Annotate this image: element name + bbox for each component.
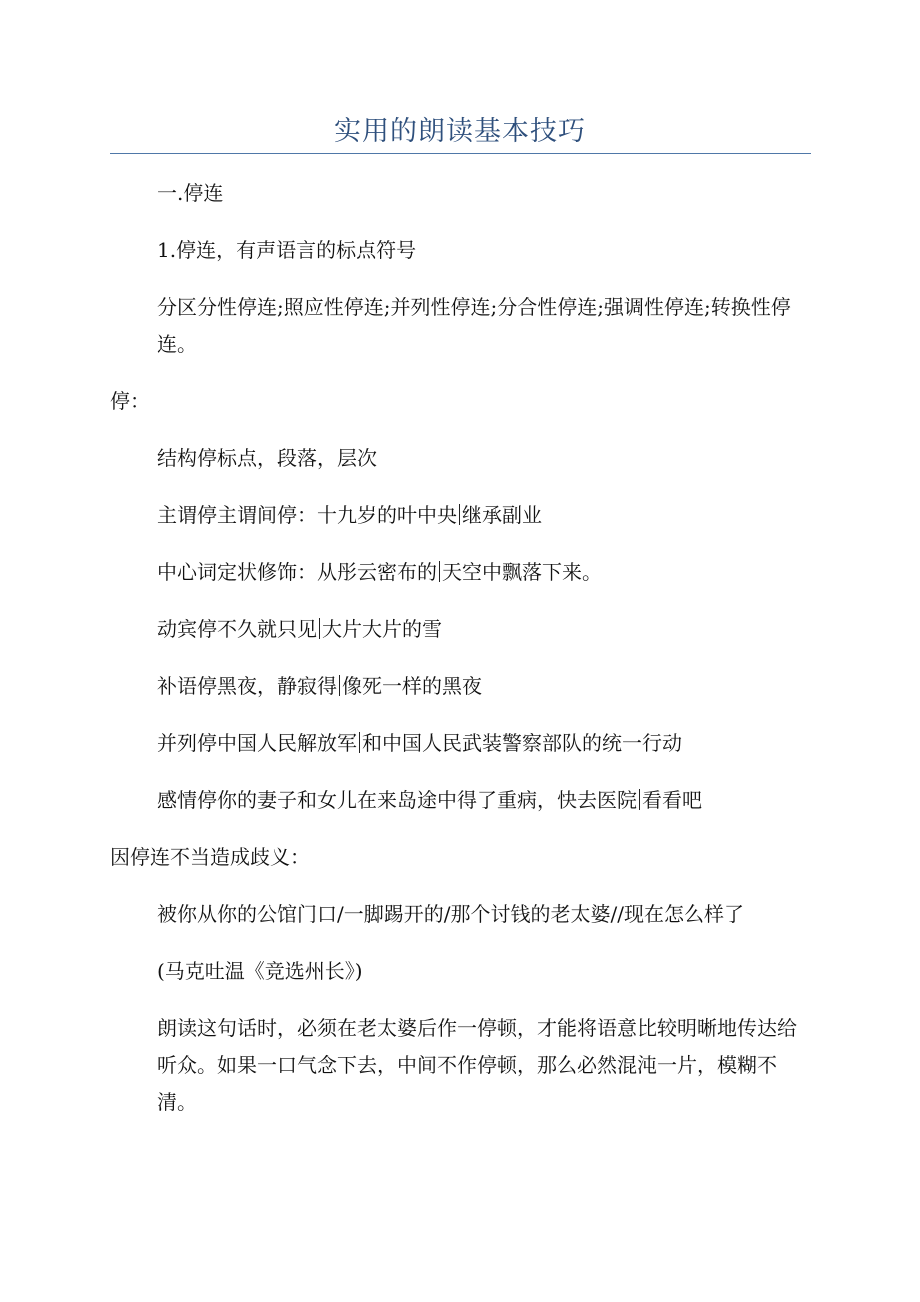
title-underline — [110, 153, 811, 154]
line-part-a: 并列停中国人民解放军 — [157, 731, 357, 755]
document-title: 实用的朗读基本技巧 — [334, 116, 586, 147]
pause-bar — [439, 561, 440, 582]
pause-bar — [359, 732, 360, 753]
pause-bar — [319, 618, 320, 639]
line-complement-pause — [110, 668, 810, 705]
label-ting: 停： — [110, 389, 150, 413]
line-part-b: 天空中飘落下来。 — [442, 560, 602, 584]
line-part-a: 动宾停不久就只见 — [157, 617, 317, 641]
document-body — [110, 175, 810, 1121]
line-structure-pause: 结构停标点，段落，层次 — [157, 446, 377, 470]
section-heading-tinglian: 一.停连 — [157, 181, 224, 205]
label-ambiguity: 因停连不当造成歧义： — [110, 845, 310, 869]
pause-bar — [639, 789, 640, 810]
line-subject-predicate-pause — [110, 497, 810, 534]
line-part-a: 感情停你的妻子和女儿在来岛途中得了重病，快去医院 — [157, 788, 637, 812]
paragraph-tinglian-types: 分区分性停连;照应性停连;并列性停连;分合性停连;强调性停连;转换性停连。 — [157, 295, 791, 356]
pause-bar — [339, 675, 340, 696]
subheading-tinglian-definition: 1.停连，有声语言的标点符号 — [157, 238, 417, 262]
example-sentence: 被你从你的公馆门口/一脚踢开的/那个讨钱的老太婆//现在怎么样了 — [157, 902, 744, 926]
line-part-b: 像死一样的黑夜 — [342, 674, 482, 698]
line-part-b: 大片大片的雪 — [322, 617, 442, 641]
paragraph-explanation: 朗读这句话时，必须在老太婆后作一停顿，才能将语意比较明晰地传达给听众。如果一口气念下去，中间不作停顿，那么必然混沌一片，模糊不清。 — [157, 1016, 797, 1114]
line-part-b: 继承副业 — [462, 503, 542, 527]
line-emotion-pause — [110, 782, 810, 819]
line-part-a: 中心词定状修饰：从彤云密布的 — [157, 560, 437, 584]
line-parallel-pause — [110, 725, 810, 762]
line-verb-object-pause — [110, 611, 810, 648]
example-source: (马克吐温《竞选州长》) — [157, 959, 363, 983]
line-part-a: 补语停黑夜，静寂得 — [157, 674, 337, 698]
line-part-b: 和中国人民武装警察部队的统一行动 — [362, 731, 682, 755]
line-modifier-pause — [110, 554, 810, 591]
line-part-b: 看看吧 — [642, 788, 702, 812]
line-part-a: 主谓停主谓间停：十九岁的叶中央 — [157, 503, 457, 527]
pause-bar — [459, 504, 460, 525]
